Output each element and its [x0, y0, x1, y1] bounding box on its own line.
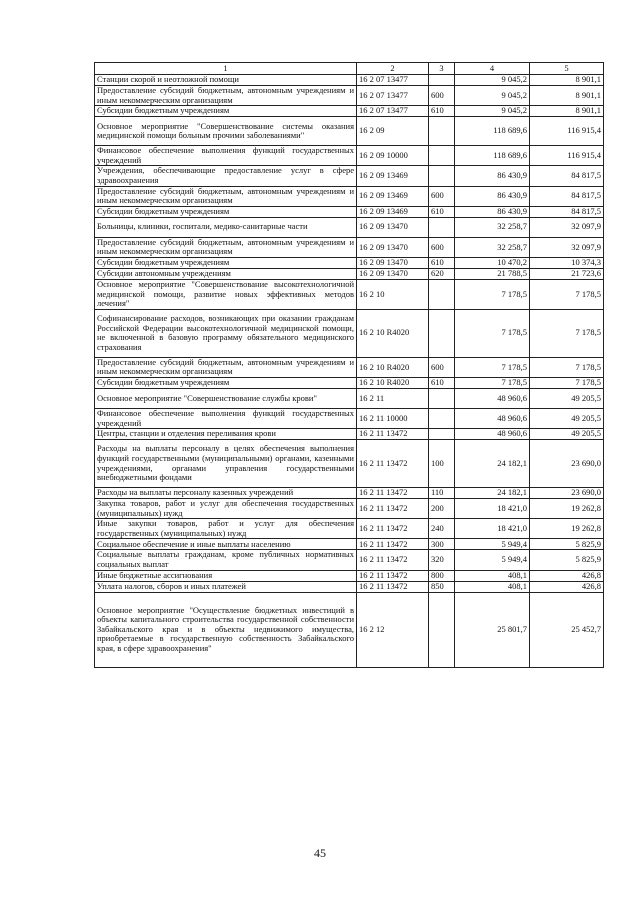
cell-code: 16 2 09: [357, 117, 429, 146]
cell-v4: 9 045,2: [455, 106, 530, 117]
cell-code: 16 2 09 13470: [357, 257, 429, 268]
table-row: [95, 279, 604, 309]
table-row: [95, 206, 604, 217]
cell-v4: 7 178,5: [455, 309, 530, 357]
cell-name: Иные закупки товаров, работ и услуг для обеспечения государственных (муниципальных) нужд: [95, 519, 357, 539]
cell-v5: 10 374,3: [530, 257, 604, 268]
cell-v5: 8 901,1: [530, 106, 604, 117]
cell-v4: 24 182,1: [455, 488, 530, 499]
table-row: [95, 217, 604, 237]
cell-v5: 426,8: [530, 581, 604, 592]
cell-v5: 426,8: [530, 570, 604, 581]
cell-code: 16 2 11 13472: [357, 429, 429, 440]
cell-v5: 84 817,5: [530, 186, 604, 206]
cell-code: 16 2 11 13472: [357, 499, 429, 519]
cell-vr: 100: [429, 440, 455, 488]
cell-code: 16 2 09 13469: [357, 186, 429, 206]
cell-name: Субсидии автономным учреждениям: [95, 268, 357, 279]
cell-v4: 5 949,4: [455, 539, 530, 550]
table-row: [95, 550, 604, 570]
cell-v4: 10 470,2: [455, 257, 530, 268]
cell-name: Субсидии бюджетным учреждениям: [95, 106, 357, 117]
cell-v5: 5 825,9: [530, 539, 604, 550]
cell-name: Основное мероприятие "Совершенствование системы оказания медицинской помощи больным прочими заболеваниями": [95, 117, 357, 146]
cell-v4: 32 258,7: [455, 237, 530, 257]
cell-v5: 21 723,6: [530, 268, 604, 279]
table-row: [95, 499, 604, 519]
cell-v4: 7 178,5: [455, 279, 530, 309]
table-row: [95, 309, 604, 357]
cell-vr: [429, 166, 455, 186]
cell-v4: 48 960,6: [455, 408, 530, 428]
cell-code: 16 2 11 13472: [357, 440, 429, 488]
cell-v5: 49 205,5: [530, 429, 604, 440]
cell-code: 16 2 10 R4020: [357, 309, 429, 357]
cell-vr: 610: [429, 206, 455, 217]
cell-code: 16 2 10 R4020: [357, 377, 429, 388]
table-row: [95, 408, 604, 428]
cell-v4: 18 421,0: [455, 499, 530, 519]
cell-v5: 7 178,5: [530, 357, 604, 377]
cell-vr: 320: [429, 550, 455, 570]
table-row: [95, 166, 604, 186]
cell-v4: 86 430,9: [455, 206, 530, 217]
cell-vr: [429, 117, 455, 146]
cell-vr: 600: [429, 86, 455, 106]
cell-code: 16 2 12: [357, 592, 429, 667]
header-col-5: 5: [530, 63, 604, 75]
cell-code: 16 2 07 13477: [357, 106, 429, 117]
cell-code: 16 2 11 13472: [357, 581, 429, 592]
table-row: [95, 237, 604, 257]
cell-v5: 116 915,4: [530, 146, 604, 166]
cell-v4: 48 960,6: [455, 429, 530, 440]
cell-code: 16 2 07 13477: [357, 86, 429, 106]
header-col-4: 4: [455, 63, 530, 75]
cell-name: Социальные выплаты гражданам, кроме публичных нормативных социальных выплат: [95, 550, 357, 570]
header-col-1: 1: [95, 63, 357, 75]
table-row: [95, 592, 604, 667]
cell-vr: 110: [429, 488, 455, 499]
cell-vr: 610: [429, 106, 455, 117]
cell-v4: 18 421,0: [455, 519, 530, 539]
cell-v5: 49 205,5: [530, 388, 604, 408]
cell-vr: [429, 309, 455, 357]
cell-vr: 610: [429, 257, 455, 268]
table-row: [95, 570, 604, 581]
cell-vr: 600: [429, 186, 455, 206]
cell-name: Закупка товаров, работ и услуг для обеспечения государственных (муниципальных) нужд: [95, 499, 357, 519]
cell-vr: 300: [429, 539, 455, 550]
table-row: [95, 186, 604, 206]
cell-name: Уплата налогов, сборов и иных платежей: [95, 581, 357, 592]
cell-vr: 610: [429, 377, 455, 388]
cell-vr: [429, 279, 455, 309]
cell-v5: 23 690,0: [530, 440, 604, 488]
table-row: [95, 75, 604, 86]
cell-v5: 8 901,1: [530, 86, 604, 106]
cell-name: Софинансирование расходов, возникающих при оказании гражданам Российской Федерации высокотехнологичной медицинской помощи, не включенной в базовую программу обязательного медицинского страхования: [95, 309, 357, 357]
cell-vr: [429, 388, 455, 408]
cell-code: 16 2 11 13472: [357, 570, 429, 581]
cell-v5: 84 817,5: [530, 206, 604, 217]
cell-name: Больницы, клиники, госпитали, медико-санитарные части: [95, 217, 357, 237]
cell-v4: 25 801,7: [455, 592, 530, 667]
cell-name: Основное мероприятие "Совершенствование службы крови": [95, 388, 357, 408]
cell-vr: [429, 408, 455, 428]
table-row: [95, 581, 604, 592]
cell-v4: 86 430,9: [455, 166, 530, 186]
cell-v4: 7 178,5: [455, 377, 530, 388]
cell-vr: [429, 217, 455, 237]
table-row: [95, 106, 604, 117]
cell-name: Основное мероприятие "Осуществление бюджетных инвестиций в объекты капитального строительства государственной собственности Забайкальского края и в объекты недвижимого имущества, приобретаемые в государственную собственность Забайкальского края, в сфере здравоохранения": [95, 592, 357, 667]
cell-v4: 408,1: [455, 570, 530, 581]
cell-v4: 48 960,6: [455, 388, 530, 408]
cell-v5: 8 901,1: [530, 75, 604, 86]
table-row: [95, 357, 604, 377]
cell-v5: 84 817,5: [530, 166, 604, 186]
table-row: [95, 388, 604, 408]
table-row: [95, 117, 604, 146]
cell-name: Финансовое обеспечение выполнения функций государственных учреждений: [95, 146, 357, 166]
cell-v5: 7 178,5: [530, 309, 604, 357]
cell-v4: 5 949,4: [455, 550, 530, 570]
cell-name: Предоставление субсидий бюджетным, автономным учреждениям и иным некоммерческим организациям: [95, 186, 357, 206]
cell-code: 16 2 09 10000: [357, 146, 429, 166]
cell-vr: [429, 146, 455, 166]
cell-v4: 7 178,5: [455, 357, 530, 377]
table-header-row: [95, 63, 604, 75]
cell-vr: [429, 592, 455, 667]
cell-code: 16 2 09 13469: [357, 206, 429, 217]
cell-name: Субсидии бюджетным учреждениям: [95, 377, 357, 388]
cell-code: 16 2 09 13470: [357, 237, 429, 257]
cell-v4: 408,1: [455, 581, 530, 592]
cell-code: 16 2 10: [357, 279, 429, 309]
table-row: [95, 86, 604, 106]
cell-code: 16 2 11 13472: [357, 550, 429, 570]
cell-vr: 600: [429, 357, 455, 377]
cell-name: Предоставление субсидий бюджетным, автономным учреждениям и иным некоммерческим организациям: [95, 86, 357, 106]
cell-code: 16 2 11 13472: [357, 539, 429, 550]
cell-v4: 118 689,6: [455, 146, 530, 166]
cell-name: Предоставление субсидий бюджетным, автономным учреждениям и иным некоммерческим организациям: [95, 237, 357, 257]
cell-code: 16 2 10 R4020: [357, 357, 429, 377]
cell-vr: [429, 429, 455, 440]
cell-name: Основное мероприятие "Совершенствование высокотехнологичной медицинской помощи, развитие новых эффективных методов лечения": [95, 279, 357, 309]
table-row: [95, 519, 604, 539]
cell-code: 16 2 09 13469: [357, 166, 429, 186]
cell-vr: 800: [429, 570, 455, 581]
cell-v4: 118 689,6: [455, 117, 530, 146]
cell-v4: 86 430,9: [455, 186, 530, 206]
cell-vr: [429, 75, 455, 86]
cell-v5: 5 825,9: [530, 550, 604, 570]
table-row: [95, 488, 604, 499]
cell-name: Центры, станции и отделения переливания крови: [95, 429, 357, 440]
cell-v5: 19 262,8: [530, 499, 604, 519]
cell-name: Расходы на выплаты персоналу в целях обеспечения выполнения функций государственными (муниципальными) органами, казенными учреждениями, органами управления государственными внебюджетными фондами: [95, 440, 357, 488]
cell-name: Иные бюджетные ассигнования: [95, 570, 357, 581]
cell-v4: 21 788,5: [455, 268, 530, 279]
cell-v5: 7 178,5: [530, 279, 604, 309]
page-number: 45: [314, 846, 326, 860]
cell-name: Предоставление субсидий бюджетным, автономным учреждениям и иным некоммерческим организациям: [95, 357, 357, 377]
cell-code: 16 2 11 10000: [357, 408, 429, 428]
cell-v5: 23 690,0: [530, 488, 604, 499]
cell-code: 16 2 11 13472: [357, 519, 429, 539]
table-row: [95, 429, 604, 440]
cell-v5: 19 262,8: [530, 519, 604, 539]
cell-vr: 620: [429, 268, 455, 279]
budget-table: [94, 62, 604, 668]
cell-code: 16 2 11: [357, 388, 429, 408]
table-row: [95, 146, 604, 166]
cell-v5: 32 097,9: [530, 237, 604, 257]
cell-name: Субсидии бюджетным учреждениям: [95, 206, 357, 217]
cell-vr: 600: [429, 237, 455, 257]
table-row: [95, 539, 604, 550]
cell-v5: 25 452,7: [530, 592, 604, 667]
table-row: [95, 377, 604, 388]
cell-v4: 32 258,7: [455, 217, 530, 237]
cell-name: Финансовое обеспечение выполнения функций государственных учреждений: [95, 408, 357, 428]
cell-v4: 9 045,2: [455, 86, 530, 106]
cell-name: Учреждения, обеспечивающие предоставление услуг в сфере здравоохранения: [95, 166, 357, 186]
cell-code: 16 2 07 13477: [357, 75, 429, 86]
cell-name: Субсидии бюджетным учреждениям: [95, 257, 357, 268]
cell-v4: 9 045,2: [455, 75, 530, 86]
cell-code: 16 2 09 13470: [357, 268, 429, 279]
cell-v5: 49 205,5: [530, 408, 604, 428]
cell-name: Расходы на выплаты персоналу казенных учреждений: [95, 488, 357, 499]
cell-vr: 240: [429, 519, 455, 539]
cell-name: Социальное обеспечение и иные выплаты населению: [95, 539, 357, 550]
cell-vr: 850: [429, 581, 455, 592]
cell-v5: 7 178,5: [530, 377, 604, 388]
header-col-2: 2: [357, 63, 429, 75]
cell-code: 16 2 11 13472: [357, 488, 429, 499]
cell-v4: 24 182,1: [455, 440, 530, 488]
table-row: [95, 268, 604, 279]
header-col-3: 3: [429, 63, 455, 75]
cell-code: 16 2 09 13470: [357, 217, 429, 237]
cell-vr: 200: [429, 499, 455, 519]
cell-name: Станции скорой и неотложной помощи: [95, 75, 357, 86]
table-row: [95, 440, 604, 488]
cell-v5: 116 915,4: [530, 117, 604, 146]
table-row: [95, 257, 604, 268]
cell-v5: 32 097,9: [530, 217, 604, 237]
